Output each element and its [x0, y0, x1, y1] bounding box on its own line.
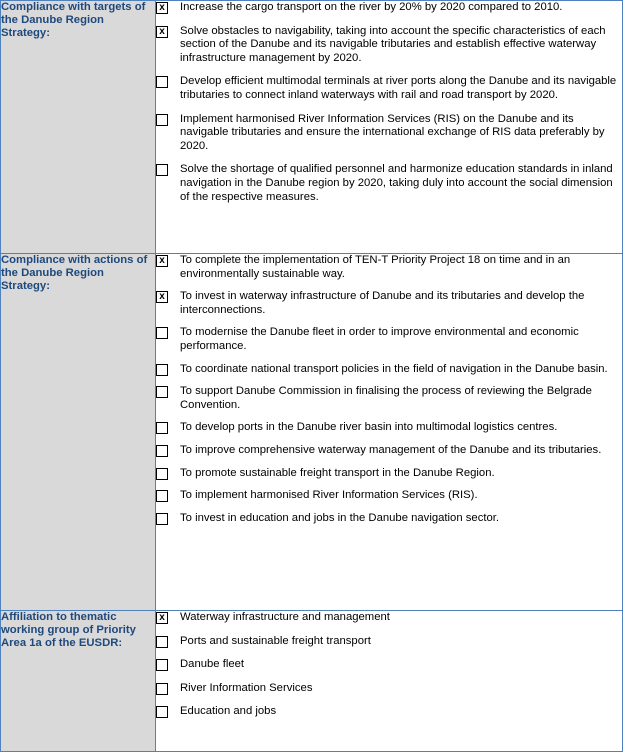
checkbox[interactable]: [156, 636, 168, 648]
checklist-item[interactable]: [156, 611, 622, 625]
checklist-item-label: To support Danube Commission in finalising the process of reviewing the Belgrade Convention.: [180, 385, 592, 411]
checklist-item[interactable]: [156, 290, 622, 317]
checkbox[interactable]: x: [156, 612, 168, 624]
checklist-item-label: River Information Services: [180, 681, 313, 694]
checklist-item-label: Solve the shortage of qualified personnel and harmonize education standards in inland navigation in the Danube region by 2020, taking duly into account the social dimension of the respective measures.: [180, 163, 613, 203]
checklist-item[interactable]: [156, 75, 622, 102]
section-label-targets: Compliance with targets of the Danube Region Strategy:: [1, 1, 156, 254]
checklist-item-label: Develop efficient multimodal terminals at river ports along the Danube and its navigable tributaries to connect inland waterways with rail and road transport by 2020.: [180, 75, 617, 101]
checkbox[interactable]: [156, 468, 168, 480]
checklist-item[interactable]: [156, 682, 622, 696]
checklist-item-label: To modernise the Danube fleet in order to improve environmental and economic performance.: [180, 326, 579, 352]
checklist-item-label: Waterway infrastructure and management: [180, 611, 390, 623]
checkbox[interactable]: [156, 445, 168, 457]
section-actions: [1, 254, 623, 611]
checklist-affiliation: [156, 611, 623, 752]
section-label-affiliation: Affiliation to thematic working group of Priority Area 1a of the EUSDR:: [1, 611, 156, 752]
checkbox[interactable]: [156, 422, 168, 434]
checklist-item-label: To invest in waterway infrastructure of Danube and its tributaries and develop the interconnections.: [180, 290, 585, 316]
checklist-item-label: To promote sustainable freight transport in the Danube Region.: [180, 466, 495, 479]
checklist-item-label: To improve comprehensive waterway management of the Danube and its tributaries.: [180, 443, 602, 456]
checklist-item-label: To invest in education and jobs in the Danube navigation sector.: [180, 511, 500, 524]
checkbox[interactable]: x: [156, 2, 168, 14]
checkbox[interactable]: x: [156, 255, 168, 267]
checklist-item[interactable]: [156, 385, 622, 412]
checklist-item[interactable]: [156, 489, 622, 503]
section-label-actions: Compliance with actions of the Danube Region Strategy:: [1, 254, 156, 611]
checklist-item[interactable]: [156, 658, 622, 672]
checklist-item-label: To complete the implementation of TEN-T Priority Project 18 on time and in an environmentally sustainable way.: [180, 254, 571, 280]
checklist-item-label: Solve obstacles to navigability, taking into account the specific characteristics of each section of the Danube and its navigable tributaries and establish effective waterway infrastructure management by 2020.: [180, 24, 606, 64]
checklist-item[interactable]: [156, 163, 622, 204]
checkbox[interactable]: [156, 513, 168, 525]
checklist-item[interactable]: [156, 705, 622, 719]
checklist-item[interactable]: [156, 254, 622, 281]
checkbox[interactable]: [156, 114, 168, 126]
checklist-item-label: Ports and sustainable freight transport: [180, 634, 371, 647]
checklist-item[interactable]: [156, 25, 622, 66]
section-targets: [1, 1, 623, 254]
checklist-item-label: To coordinate national transport policies in the field of navigation in the Danube basin.: [180, 362, 608, 375]
checkbox[interactable]: [156, 76, 168, 88]
checkbox[interactable]: [156, 706, 168, 718]
checklist-item[interactable]: [156, 467, 622, 481]
checkbox[interactable]: x: [156, 291, 168, 303]
checklist-item-label: To develop ports in the Danube river basin into multimodal logistics centres.: [180, 421, 558, 434]
checklist-item[interactable]: [156, 326, 622, 353]
checklist-item-label: Implement harmonised River Information Services (RIS) on the Danube and its navigable tributaries and ensure the international exchange of RIS data preferably by 2020.: [180, 112, 605, 152]
checklist-item-label: Education and jobs: [180, 705, 277, 718]
checkbox[interactable]: [156, 659, 168, 671]
checkbox[interactable]: [156, 164, 168, 176]
checkbox[interactable]: [156, 327, 168, 339]
checklist-item[interactable]: [156, 512, 622, 526]
checklist-actions: [156, 254, 623, 611]
checklist-targets: [156, 1, 623, 254]
checkbox[interactable]: [156, 490, 168, 502]
checkbox[interactable]: x: [156, 26, 168, 38]
checklist-item-label: Danube fleet: [180, 658, 245, 671]
checkbox[interactable]: [156, 364, 168, 376]
section-affiliation: [1, 611, 623, 752]
checklist-item[interactable]: [156, 444, 622, 458]
checklist-item-label: To implement harmonised River Information Services (RIS).: [180, 489, 478, 502]
checklist-item-label: Increase the cargo transport on the river by 20% by 2020 compared to 2010.: [180, 1, 563, 13]
checklist-item[interactable]: [156, 113, 622, 154]
checkbox[interactable]: [156, 683, 168, 695]
checklist-item[interactable]: [156, 1, 622, 15]
checklist-item[interactable]: [156, 421, 622, 435]
checkbox[interactable]: [156, 386, 168, 398]
checklist-item[interactable]: [156, 363, 622, 377]
checklist-item[interactable]: [156, 635, 622, 649]
